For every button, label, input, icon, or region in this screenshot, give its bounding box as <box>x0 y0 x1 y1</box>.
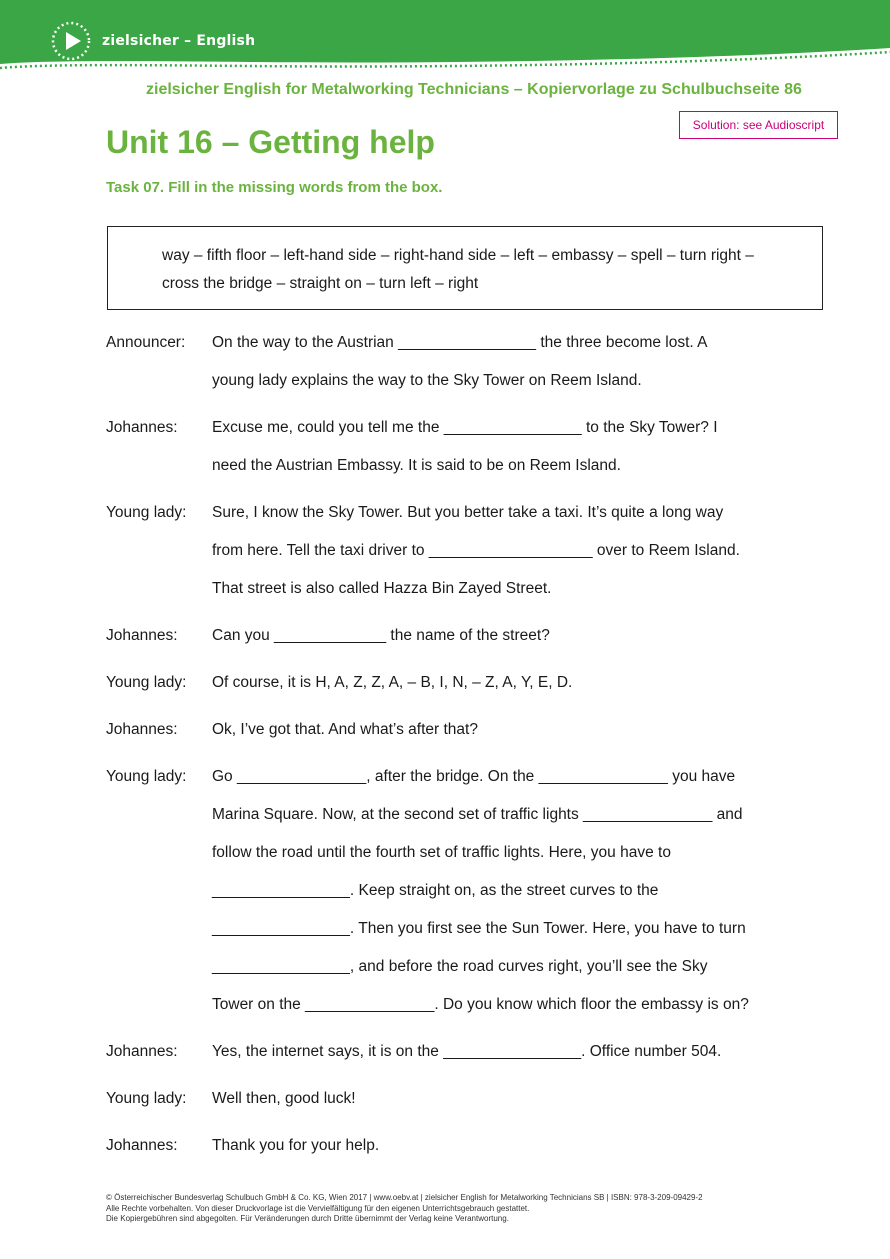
brand-name: zielsicher – English <box>102 33 256 49</box>
play-icon <box>50 20 92 62</box>
page-title: Unit 16 – Getting help <box>106 124 435 160</box>
dialogue-line: young lady explains the way to the Sky Tower on Reem Island. <box>212 372 642 389</box>
footer-copyright: © Österreichischer Bundesverlag Schulbuch GmbH & Co. KG, Wien 2017 | www.oebv.at | zielsicher English for Metalworking Technicians SB | ISBN: 978-3-209-09429-2 <box>106 1193 703 1202</box>
speaker: Young lady: <box>106 674 187 691</box>
speaker: Johannes: <box>106 721 178 738</box>
speaker: Announcer: <box>106 334 186 351</box>
dialogue-line: from here. Tell the taxi driver to ___________________ over to Reem Island. <box>212 542 740 559</box>
footer-fees: Die Kopiergebühren sind abgegolten. Für Veränderungen durch Dritte übernimmt der Verlag keine Verantwortung. <box>106 1214 509 1223</box>
speaker: Johannes: <box>106 1137 178 1154</box>
word-box <box>107 226 823 310</box>
dialogue-turn <box>106 664 806 702</box>
dialogue-line: Marina Square. Now, at the second set of traffic lights _______________ and <box>212 806 743 823</box>
dialogue-turn <box>106 758 806 1024</box>
dialogue-line: Ok, I’ve got that. And what’s after that? <box>212 721 478 738</box>
speaker: Young lady: <box>106 1090 187 1107</box>
dialogue-line: Thank you for your help. <box>212 1137 380 1154</box>
dialogue-line: follow the road until the fourth set of traffic lights. Here, you have to <box>212 844 671 861</box>
dialogue-line: That street is also called Hazza Bin Zayed Street. <box>212 580 552 597</box>
dialogue-line: Yes, the internet says, it is on the ________________. Office number 504. <box>212 1043 722 1060</box>
dialogue-turn <box>106 1033 806 1071</box>
dialogue-turn <box>106 617 806 655</box>
dialogue-turn <box>106 324 806 400</box>
speaker: Johannes: <box>106 419 178 436</box>
speaker: Johannes: <box>106 627 178 644</box>
dialogue-line: ________________. Keep straight on, as the street curves to the <box>212 882 659 899</box>
speaker: Young lady: <box>106 768 187 785</box>
page-subtitle: zielsicher English for Metalworking Technicians – Kopiervorlage zu Schulbuchseite 86 <box>146 81 802 98</box>
word-box-line: way – fifth floor – left-hand side – right-hand side – left – embassy – spell – turn right – <box>162 247 754 264</box>
dialogue-line: Well then, good luck! <box>212 1090 356 1107</box>
solution-note: Solution: see Audioscript <box>679 111 838 139</box>
dialogue-line: On the way to the Austrian ________________ the three become lost. A <box>212 334 708 351</box>
speaker: Johannes: <box>106 1043 178 1060</box>
dialogue-turn <box>106 1080 806 1118</box>
dialogue-turn <box>106 494 806 608</box>
footer <box>106 1193 703 1225</box>
dialogue <box>106 324 806 1174</box>
dialogue-line: Go _______________, after the bridge. On the _______________ you have <box>212 768 736 785</box>
dialogue-line: Can you _____________ the name of the street? <box>212 627 550 644</box>
dialogue-line: Of course, it is H, A, Z, Z, A, – B, I, N, – Z, A, Y, E, D. <box>212 674 573 691</box>
brand-logo <box>50 20 255 62</box>
dialogue-line: ________________. Then you first see the Sun Tower. Here, you have to turn <box>212 920 746 937</box>
dialogue-turn <box>106 711 806 749</box>
dialogue-line: ________________, and before the road curves right, you’ll see the Sky <box>212 958 708 975</box>
dialogue-line: Excuse me, could you tell me the ________________ to the Sky Tower? I <box>212 419 718 436</box>
dialogue-turn <box>106 1127 806 1165</box>
word-box-line: cross the bridge – straight on – turn left – right <box>162 275 479 292</box>
task-instruction: Task 07. Fill in the missing words from the box. <box>106 179 443 196</box>
dialogue-line: Sure, I know the Sky Tower. But you better take a taxi. It’s quite a long way <box>212 504 724 521</box>
speaker: Young lady: <box>106 504 187 521</box>
footer-rights: Alle Rechte vorbehalten. Von dieser Druckvorlage ist die Vervielfältigung für den eigenen Unterrichtsgebrauch gestattet. <box>106 1203 530 1213</box>
dialogue-line: need the Austrian Embassy. It is said to be on Reem Island. <box>212 457 621 474</box>
dialogue-line: Tower on the _______________. Do you know which floor the embassy is on? <box>212 996 749 1013</box>
dialogue-turn <box>106 409 806 485</box>
